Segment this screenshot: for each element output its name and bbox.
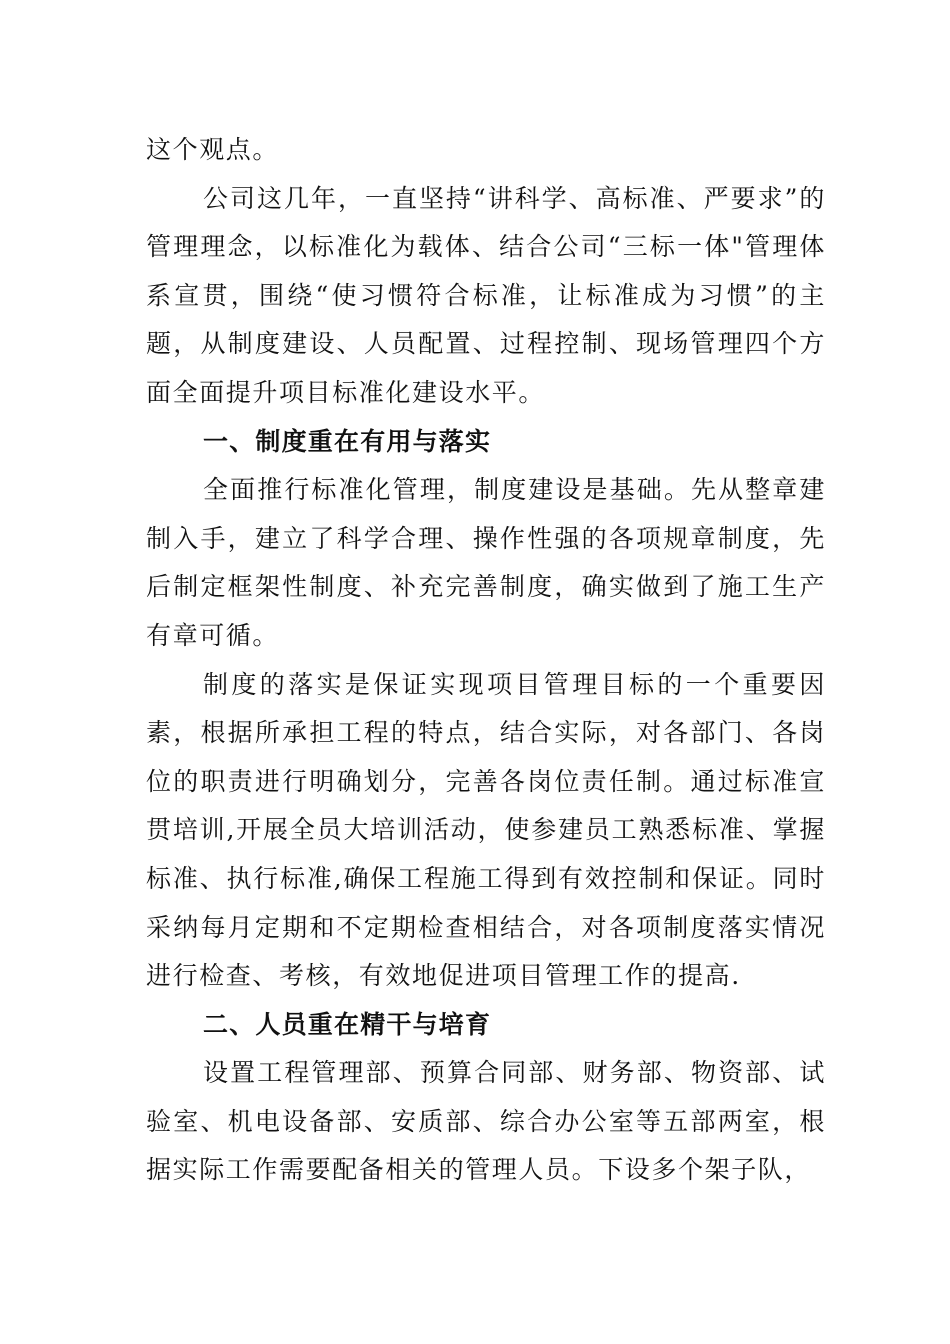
paragraph-intro: 公司这几年，一直坚持“讲科学、高标准、严要求”的管理理念，以标准化为载体、结合公司“三标一体"管理体系宣贯，围绕“使习惯符合标准，让标准成为习惯”的主题，从制度建设、人员配置、过程控制、现场管理四个方面全面提升项目标准化建设水平。 (146, 183, 826, 407)
paragraph-continuation: 这个观点。 (146, 135, 280, 164)
document-body (146, 126, 826, 1195)
paragraph-section1-b: 制度的落实是保证实现项目管理目标的一个重要因素，根据所承担工程的特点，结合实际，对各部门、各岗位的职责进行明确划分，完善各岗位责任制。通过标准宣贯培训,开展全员大培训活动，使参建员工熟悉标准、掌握标准、执行标准,确保工程施工得到有效控制和保证。同时采纳每月定期和不定期检查相结合，对各项制度落实情况进行检查、考核，有效地促进项目管理工作的提高. (146, 669, 826, 991)
paragraph-section1-a: 全面推行标准化管理，制度建设是基础。先从整章建制入手，建立了科学合理、操作性强的各项规章制度，先后制定框架性制度、补充完善制度，确实做到了施工生产有章可循。 (146, 475, 826, 650)
section-heading-2: 二、人员重在精干与培育 (203, 1009, 492, 1039)
paragraph-section2-a: 设置工程管理部、预算合同部、财务部、物资部、试验室、机电设备部、安质部、综合办公室等五部两室，根据实际工作需要配备相关的管理人员。下设多个架子队， (146, 1058, 826, 1185)
section-heading-1: 一、制度重在有用与落实 (203, 426, 492, 456)
